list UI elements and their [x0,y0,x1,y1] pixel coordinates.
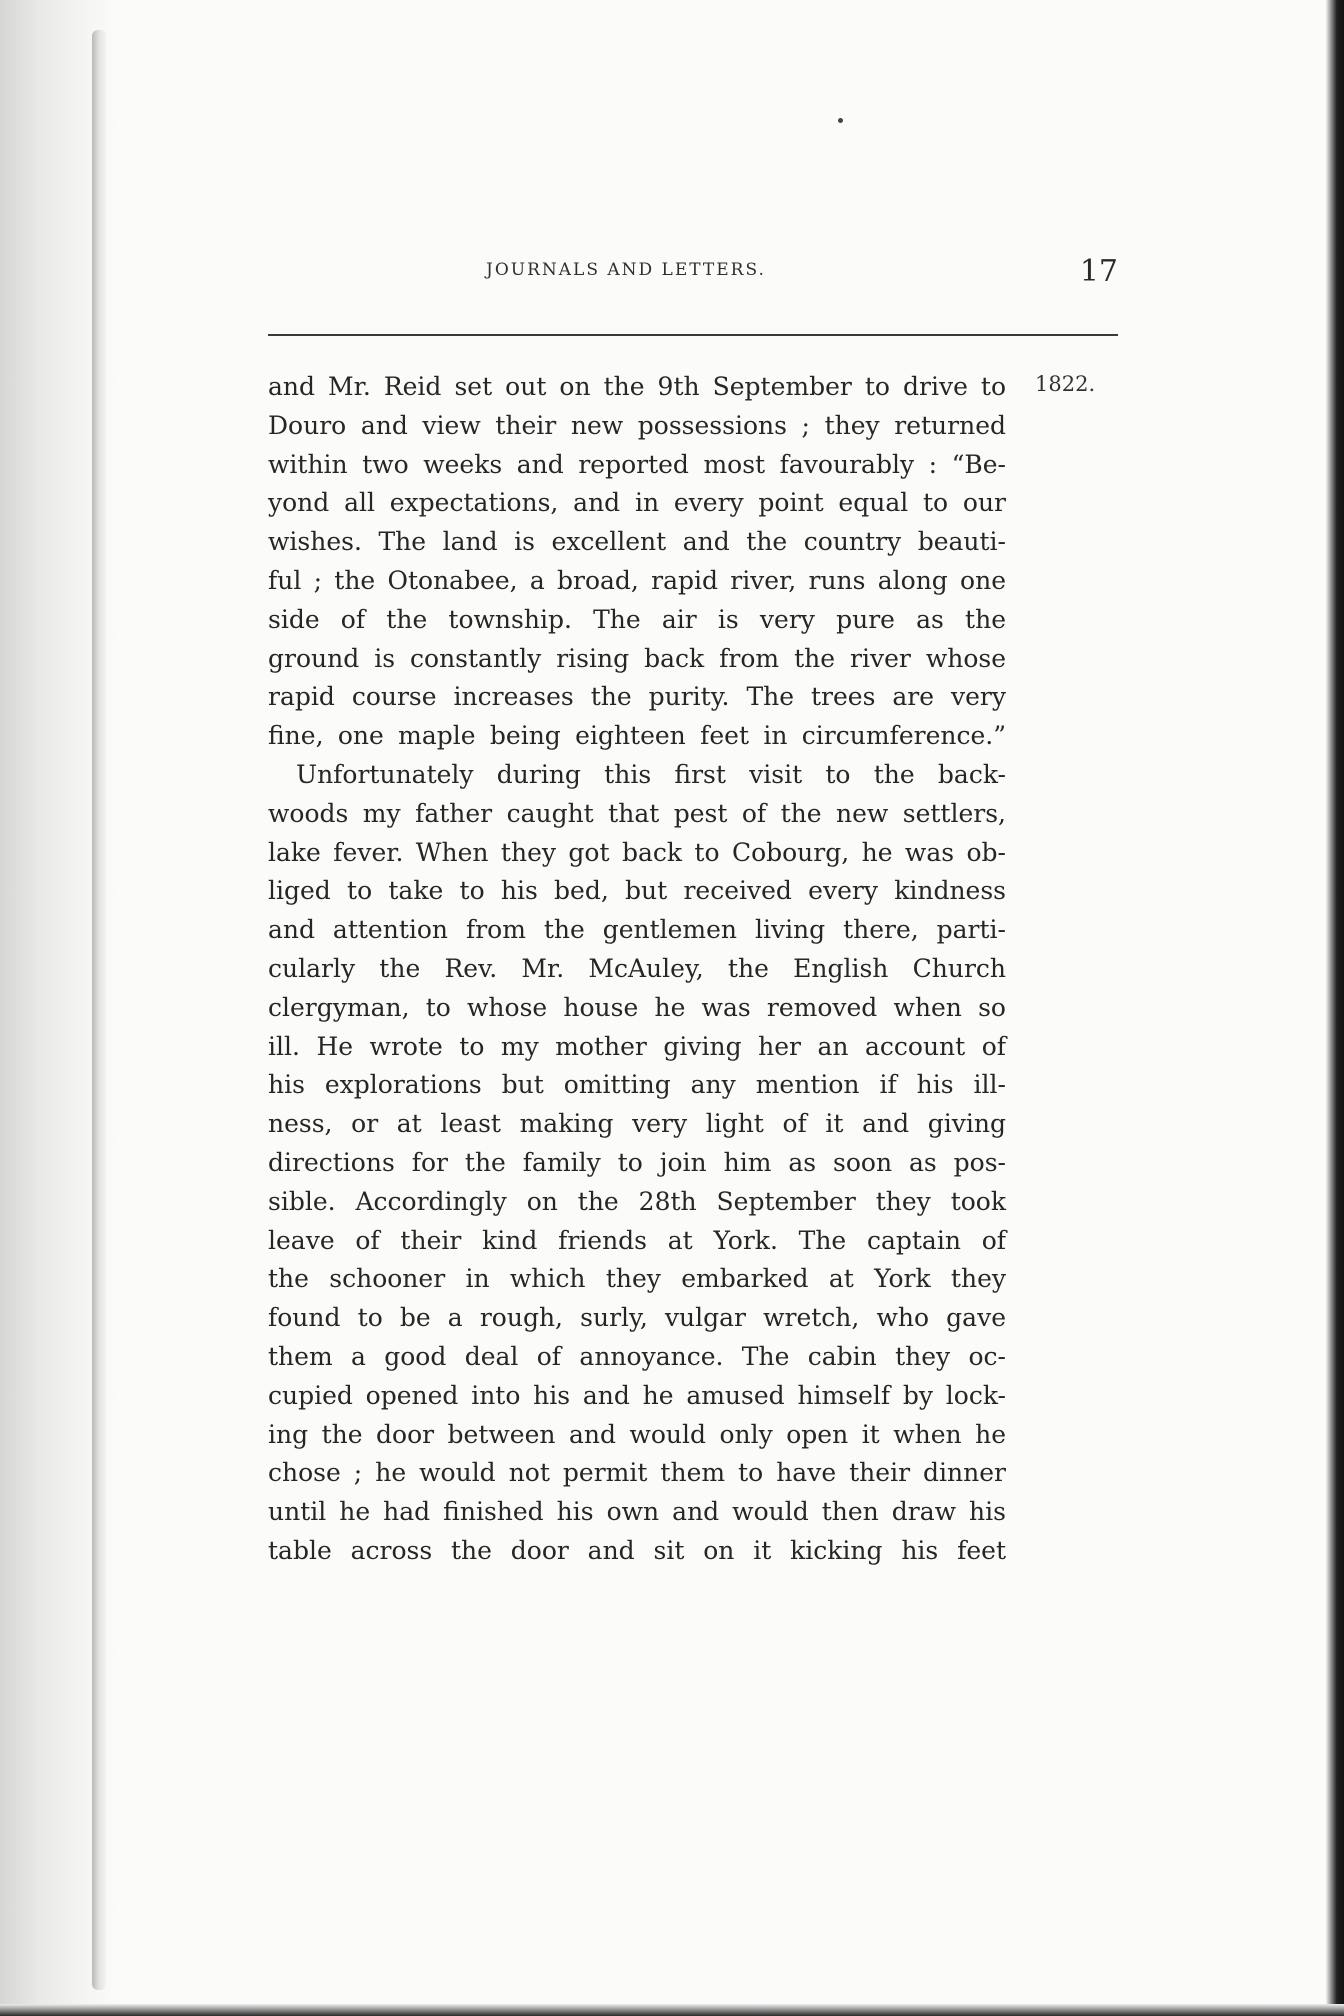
page-right-edge [1326,0,1344,2016]
running-head-title: JOURNALS AND LETTERS. [486,260,766,280]
text-line: cupied opened into his and he amused himself by lock- [268,1380,1006,1410]
page-number: 17 [1079,254,1118,289]
text-line: the schooner in which they embarked at York they [268,1264,1006,1294]
text-line: chose ; he would not permit them to have their dinner [268,1458,1006,1488]
text-line: and Mr. Reid set out on the 9th September to drive to [268,372,1006,401]
text-line: clergyman, to whose house he was removed when so [268,992,1006,1022]
text-line: side of the township. The air is very pure as the [268,604,1006,634]
text-line: ground is constantly rising back from the river whose [268,643,1006,673]
margin-year-note: 1822. [1035,372,1096,396]
text-line: found to be a rough, surly, vulgar wretch, who gave [268,1303,1006,1333]
text-line: table across the door and sit on it kicking his feet [268,1535,1006,1565]
dust-speck [838,118,843,123]
text-line: lake fever. When they got back to Cobourg, he was ob- [268,837,1006,867]
text-line: sible. Accordingly on the 28th September they took [268,1186,1006,1216]
page-bottom-edge [0,2004,1344,2016]
text-line: wishes. The land is excellent and the country beauti- [268,527,1006,557]
text-line: yond all expectations, and in every point equal to our [268,488,1006,518]
text-line: until he had finished his own and would then draw his [268,1497,1006,1527]
text-line: ill. He wrote to my mother giving her an account of [268,1031,1006,1061]
paragraph-1 [268,368,1006,756]
text-line: directions for the family to join him as soon as pos- [268,1147,1006,1177]
text-line: leave of their kind friends at York. The captain of [268,1225,1006,1255]
text-line: within two weeks and reported most favourably : “Be- [268,449,1006,479]
text-line: Douro and view their new possessions ; they returned [268,410,1006,440]
body-text [268,368,1006,1571]
binding-spine [92,30,106,1990]
text-line: cularly the Rev. Mr. McAuley, the English Church [268,953,1006,983]
running-head [268,254,1118,294]
text-line: Unfortunately during this first visit to the back- [296,759,1006,789]
text-line: his explorations but omitting any mention if his ill- [268,1070,1006,1100]
text-line: and attention from the gentlemen living there, parti- [268,915,1006,945]
text-line: them a good deal of annoyance. The cabin they oc- [268,1341,1006,1371]
header-rule [268,334,1118,336]
paragraph-2 [268,756,1006,1571]
text-line: liged to take to his bed, but received every kindness [268,876,1006,906]
text-line: rapid course increases the purity. The trees are very [268,682,1006,712]
text-line: ing the door between and would only open it when he [268,1419,1006,1449]
text-line: ness, or at least making very light of it and giving [268,1109,1006,1139]
text-line: ful ; the Otonabee, a broad, rapid river, runs along one [268,565,1006,595]
text-line: fine, one maple being eighteen feet in circumference.” [268,721,1006,751]
text-line: woods my father caught that pest of the new settlers, [268,798,1006,828]
